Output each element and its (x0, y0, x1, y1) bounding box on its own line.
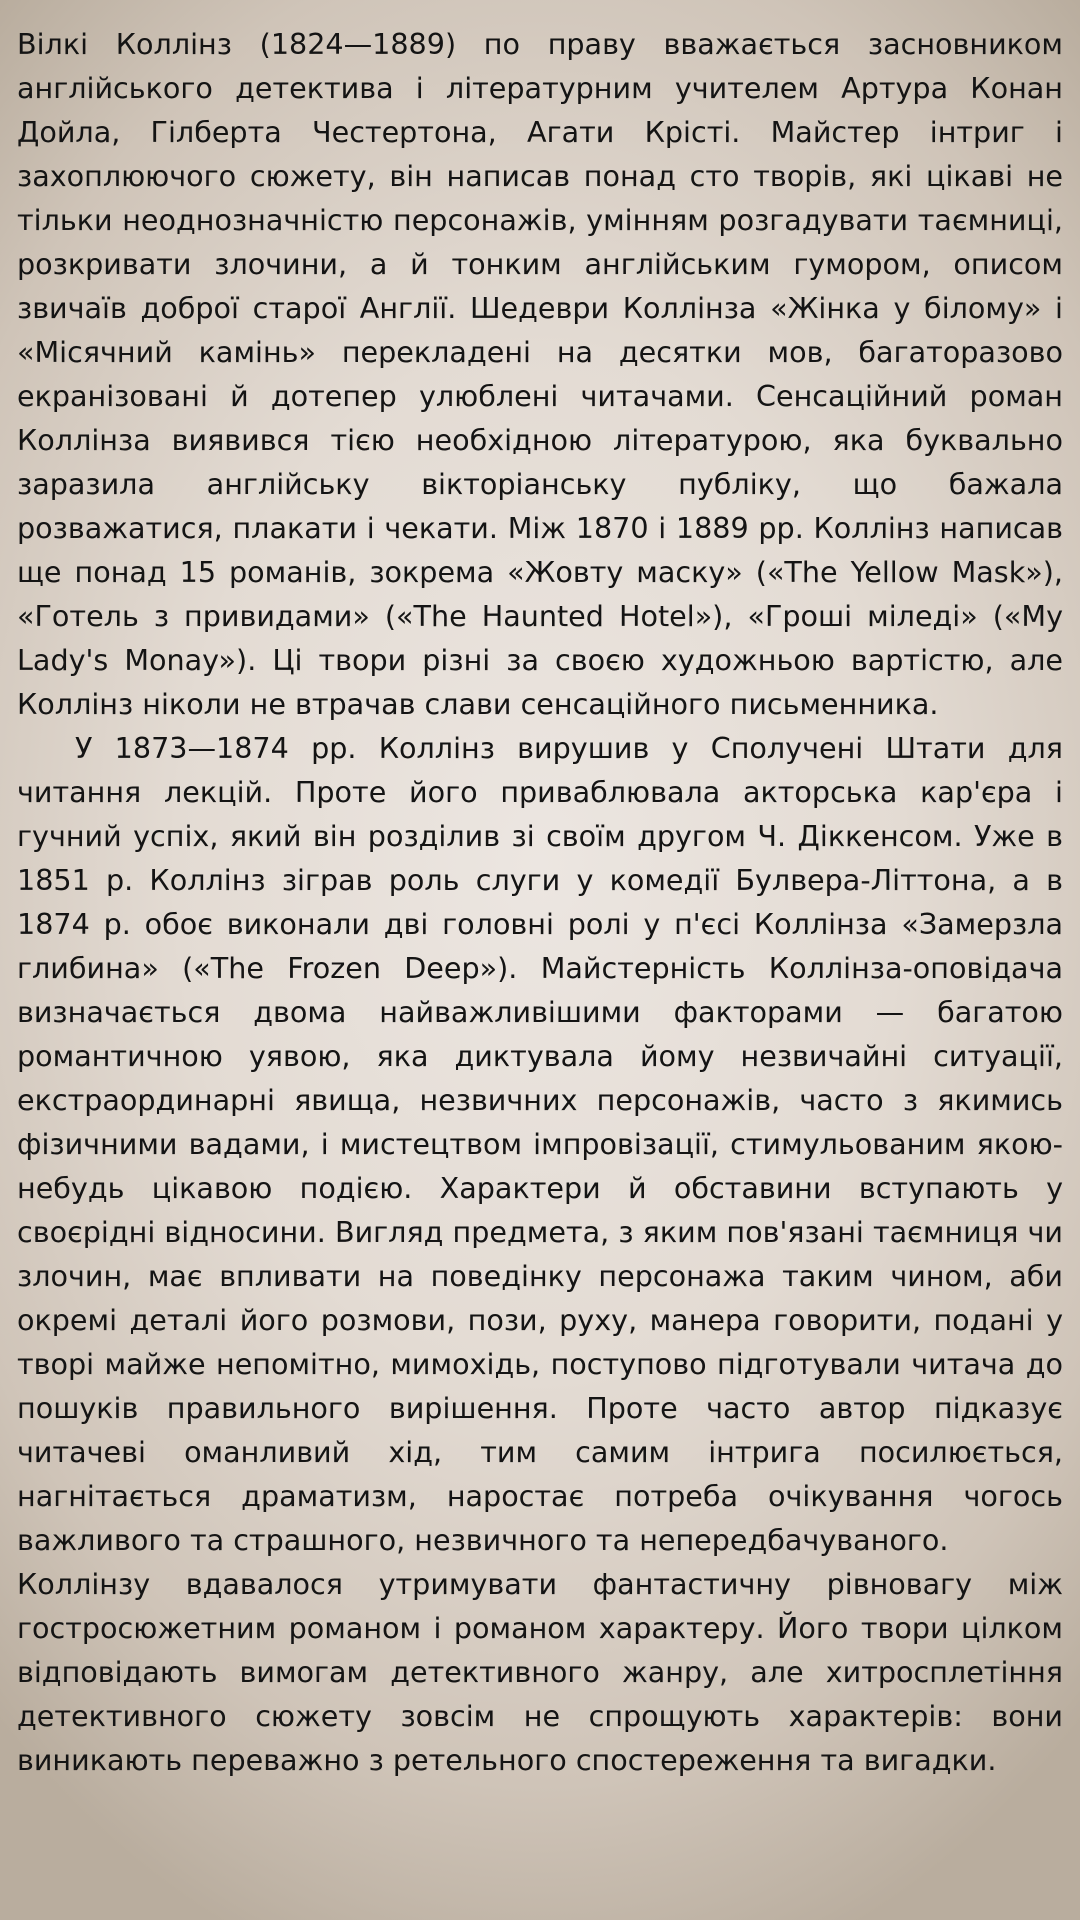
paragraph-3: Коллінзу вдавалося утримувати фантастичну рівновагу між гостросюжетним романом і романом характеру. Його твори цілком відповідають вимогам детективного жанру, але хитросплетіння детективного сюжету зовсім не спрощують характерів: вони виникають переважно з ретельного спостереження та вигадки. (17, 1567, 1063, 1777)
paragraph-1: Вілкі Коллінз (1824—1889) по праву вважається засновником англійського детектива і літературним учителем Артура Конан Дойла, Гілберта Честертона, Агати Крісті. Майстер інтриг і захоплюючого сюжету, він написав понад сто творів, які цікаві не тільки неоднозначністю персонажів, умінням розгадувати таємниці, розкривати злочини, а й тонким англійським гумором, описом звичаїв доброї старої Англії. Шедеври Коллінза «Жінка у білому» і «Місячний камінь» перекладені на десятки мов, багаторазово екранізовані й дотепер улюблені читачами. Сенсаційний роман Коллінза виявився тією необхідною літературою, яка буквально заразила англійську вікторіанську публіку, що бажала розважатися, плакати і чекати. Між 1870 і 1889 рр. Коллінз написав ще понад 15 романів, зокрема «Жовту маску» («The Yellow Mask»), «Готель з привидами» («The Haunted Hotel»), «Гроші міледі» («My Lady's Monay»). Ці твори різні за своєю художньою вартістю, але Коллінз ніколи не втрачав слави сенсаційного письменника. (17, 27, 1063, 721)
article-text (17, 22, 1063, 1782)
paragraph-2: У 1873—1874 рр. Коллінз вирушив у Сполучені Штати для читання лекцій. Проте його приваблювала акторська кар'єра і гучний успіх, який він розділив зі своїм другом Ч. Діккенсом. Уже в 1851 р. Коллінз зіграв роль слуги у комедії Булвера-Літтона, а в 1874 р. обоє виконали дві головні ролі у п'єсі Коллінза «Замерзла глибина» («The Frozen Deep»). Майстерність Коллінза-оповідача визначається двома найважливішими факторами — багатою романтичною уявою, яка диктувала йому незвичайні ситуації, екстраординарні явища, незвичних персонажів, часто з якимись фізичними вадами, і мистецтвом імпровізації, стимульованим якою-небудь цікавою подією. Характери й обставини вступають у своєрідні відносини. Вигляд предмета, з яким пов'язані таємниця чи злочин, має впливати на поведінку персонажа таким чином, аби окремі деталі його розмови, пози, руху, манера говорити, подані у творі майже непомітно, мимохідь, поступово підготували читача до пошуків правильного вирішення. Проте часто автор підказує читачеві оманливий хід, тим самим інтрига посилюється, нагнітається драматизм, наростає потреба очікування чогось важливого та страшного, незвичного та непередбачуваного. (17, 731, 1063, 1557)
